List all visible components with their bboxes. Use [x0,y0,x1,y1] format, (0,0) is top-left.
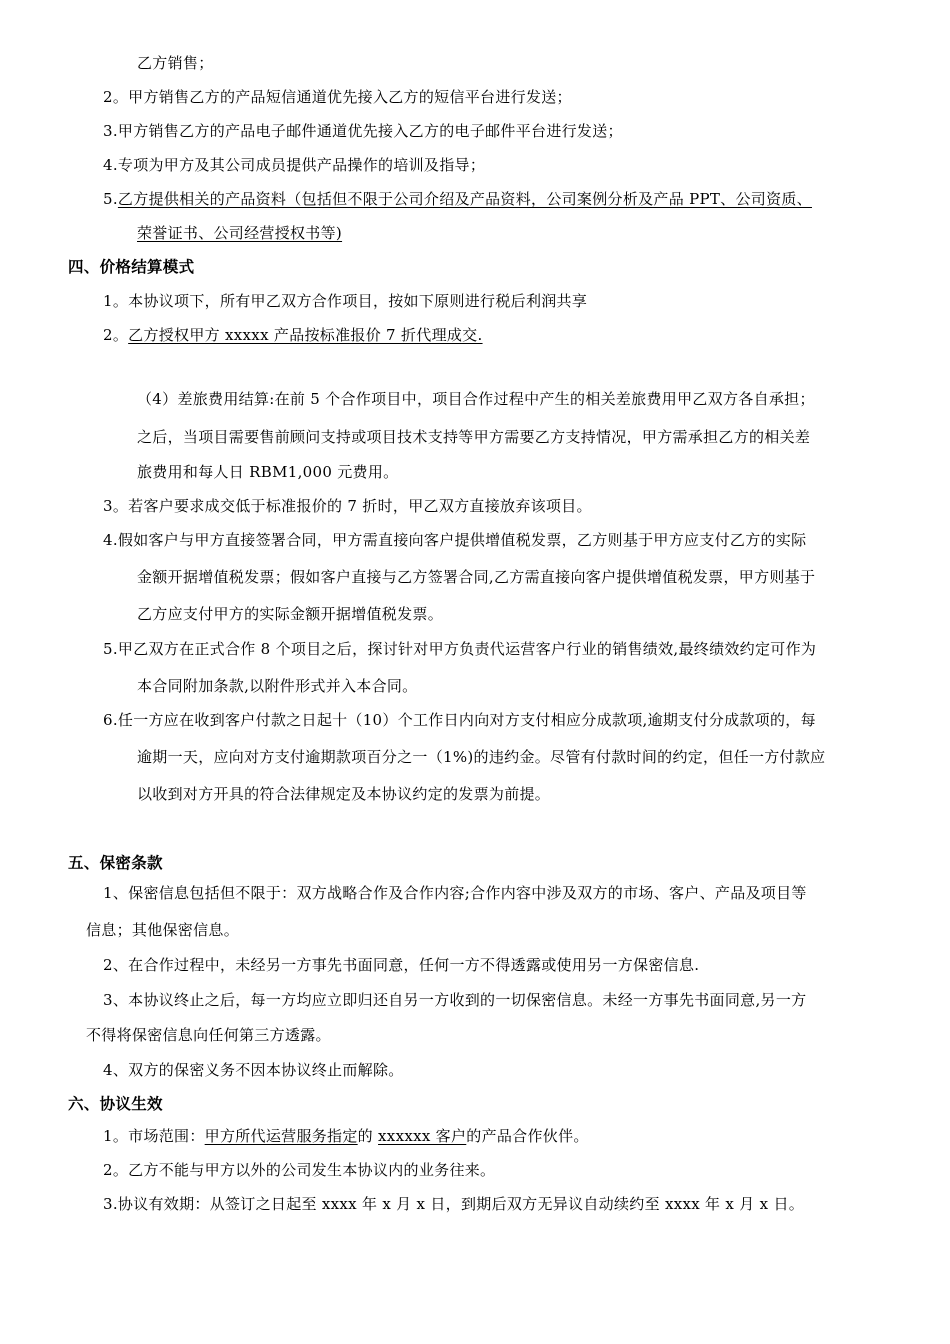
text-line: 本合同附加条款,以附件形式并入本合同。 [137,677,418,695]
text-line: 2。乙方不能与甲方以外的公司发生本协议内的业务往来。 [103,1161,496,1179]
text-line [103,325,483,345]
text-line: 4.假如客户与甲方直接签署合同，甲方需直接向客户提供增值税发票，乙方则基于甲方应支付乙方的实际 [103,531,807,549]
text-line: 2。甲方销售乙方的产品短信通道优先接入乙方的短信平台进行发送； [103,88,572,106]
text-line: 以收到对方开具的符合法律规定及本协议约定的发票为前提。 [137,785,551,803]
text-line: 金额开据增值税发票；假如客户直接与乙方签署合同,乙方需直接向客户提供增值税发票，甲方则基于 [137,568,816,586]
text-line [103,1126,589,1146]
underlined-text: xxxxxx 客户 [378,1127,467,1145]
section-heading: 六、协议生效 [68,1095,163,1113]
underlined-text: 乙方授权甲方 xxxxx 产品按标准报价 7 折代理成交. [128,326,483,344]
text-line: 3.协议有效期：从签订之日起至 xxxx 年 x 月 x 日，到期后双方无异议自动续约至 xxxx 年 x 月 x 日。 [103,1195,805,1213]
underlined-text: 甲方所代运营服务指定 [204,1127,358,1145]
text-line: 6.任一方应在收到客户付款之日起十（10）个工作日内向对方支付相应分成款项,逾期支付分成款项的，每 [103,711,816,729]
text-line [103,189,812,209]
text-line: 2、在合作过程中，未经另一方事先书面同意，任何一方不得透露或使用另一方保密信息. [103,956,700,974]
section-heading: 五、保密条款 [68,854,163,872]
text-line: 4、双方的保密义务不因本协议终止而解除。 [103,1061,404,1079]
text-line: 旅费用和每人日 RBM1,000 元费用。 [137,463,399,481]
text-line: 1、保密信息包括但不限于：双方战略合作及合作内容;合作内容中涉及双方的市场、客户、产品及项目等 [103,884,807,902]
text-line: 乙方应支付甲方的实际金额开据增值税发票。 [137,605,444,623]
text-line: 逾期一天，应向对方支付逾期款项百分之一（1%)的违约金。尽管有付款时间的约定，但任一方付款应 [137,748,826,766]
item-number: 2。 [103,326,129,344]
text-span: 1。市场范围： [103,1127,205,1145]
text-line: 3.甲方销售乙方的产品电子邮件通道优先接入乙方的电子邮件平台进行发送； [103,122,623,140]
text-line: （4）差旅费用结算:在前 5 个合作项目中，项目合作过程中产生的相关差旅费用甲乙双方各自承担； [137,390,815,408]
text-line: 3。若客户要求成交低于标准报价的 7 折时，甲乙双方直接放弃该项目。 [103,497,592,515]
text-line: 3、本协议终止之后，每一方均应立即归还自另一方收到的一切保密信息。未经一方事先书面同意,另一方 [103,991,807,1009]
underlined-text: 荣誉证书、公司经营授权书等) [137,224,343,242]
text-line: 不得将保密信息向任何第三方透露。 [86,1026,331,1044]
text-line: 乙方销售； [137,54,214,72]
item-number: 5. [103,190,118,208]
underlined-text: 乙方提供相关的产品资料（包括但不限于公司介绍及产品资料，公司案例分析及产品 PPT、公司资质、 [117,190,812,208]
text-line: 之后，当项目需要售前顾问支持或项目技术支持等甲方需要乙方支持情况，甲方需承担乙方的相关差 [137,428,811,446]
text-line: 信息；其他保密信息。 [86,921,240,939]
text-line: 1。本协议项下，所有甲乙双方合作项目，按如下原则进行税后利润共享 [103,292,588,310]
text-line: 5.甲乙双方在正式合作 8 个项目之后，探讨针对甲方负责代运营客户行业的销售绩效,最终绩效约定可作为 [103,640,817,658]
text-span: 的产品合作伙伴。 [466,1127,589,1145]
section-heading: 四、价格结算模式 [68,258,195,276]
text-line: 4.专项为甲方及其公司成员提供产品操作的培训及指导； [103,156,486,174]
text-span: 的 [357,1127,379,1145]
